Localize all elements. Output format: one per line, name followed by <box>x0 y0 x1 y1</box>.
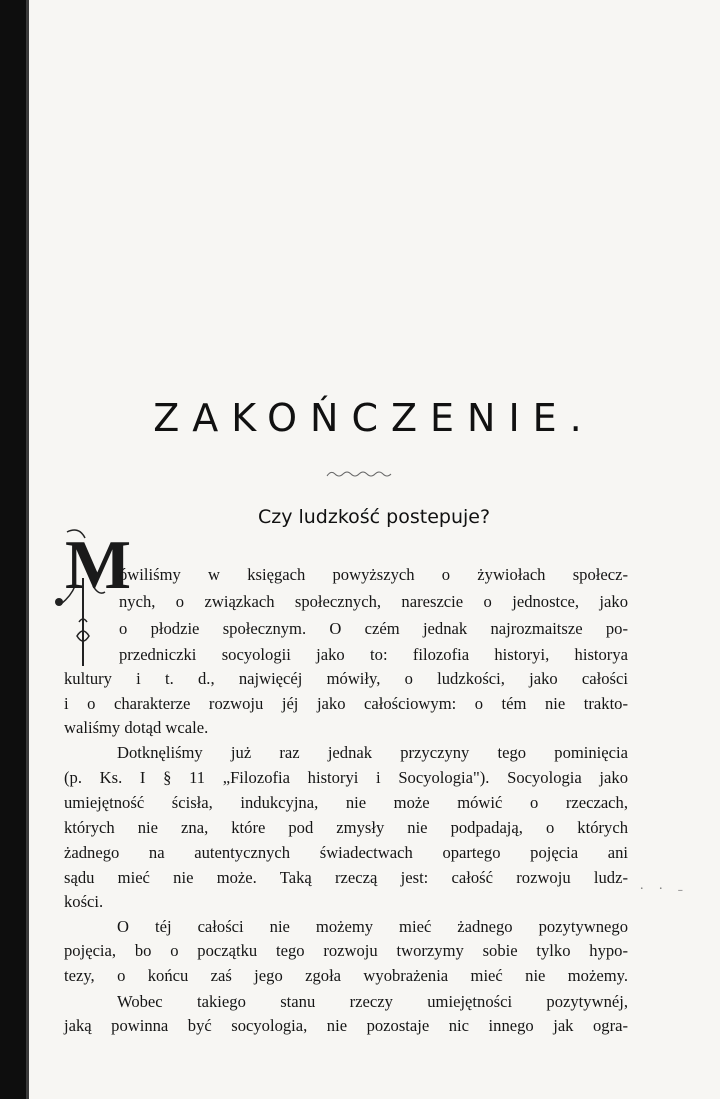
section-title: Czy ludzkość postepuje? <box>257 506 491 528</box>
text-line: jaką powinna być socyologia, nie pozostaje nic innego jak ogra- <box>64 1016 628 1035</box>
text-line: sądu mieć nie może. Taką rzeczą jest: całość rozwoju ludz- <box>64 868 628 887</box>
text-line: nych, o związkach społecznych, nareszcie o jednostce, jako <box>119 592 628 611</box>
book-spine-shadow <box>0 0 26 1099</box>
text-line: przedniczki socyologii jako to: filozofia historyi, historya <box>119 645 628 664</box>
text-line: pojęcia, bo o początku tego rozwoju tworzymy sobie tylko hypo- <box>64 941 628 960</box>
text-line: których nie zna, które pod zmysły nie podpadają, o których <box>64 818 628 837</box>
text-line: (p. Ks. I § 11 „Filozofia historyi i Socyologia"). Socyologia jako <box>64 768 628 787</box>
decorative-ornament <box>325 466 405 480</box>
text-line: ówiliśmy w księgach powyższych o żywiołach społecz- <box>119 565 628 584</box>
text-line: tezy, o końcu zaś jego zgoła wyobrażenia mieć nie możemy. <box>64 966 628 985</box>
book-spine-edge <box>26 0 29 1099</box>
text-line: umiejętność ścisła, indukcyjna, nie może mówić o rzeczach, <box>64 793 628 812</box>
text-line: O téj całości nie możemy mieć żadnego pozytywnego <box>117 917 628 936</box>
chapter-title: ZAKOŃCZENIE. <box>153 396 595 440</box>
stray-marks: . . ˍ <box>640 878 689 893</box>
text-line: waliśmy dotąd wcale. <box>64 718 209 737</box>
text-line: i o charakterze rozwoju jéj jako całościowym: o tém nie trakto- <box>64 694 628 713</box>
text-line: żadnego na autentycznych świadectwach opartego pojęcia ani <box>64 843 628 862</box>
text-line: Dotknęliśmy już raz jednak przyczyny tego pominięcia <box>117 743 628 762</box>
text-line: kości. <box>64 892 104 911</box>
drop-cap-ornament <box>53 526 132 668</box>
text-line: Wobec takiego stanu rzeczy umiejętności pozytywnéj, <box>117 992 628 1011</box>
drop-cap-letter: M <box>65 527 132 604</box>
text-line: kultury i t. d., najwięcéj mówiły, o ludzkości, jako całości <box>64 669 628 688</box>
text-line: o płodzie społecznym. O czém jednak najrozmaitsze po- <box>119 619 628 638</box>
